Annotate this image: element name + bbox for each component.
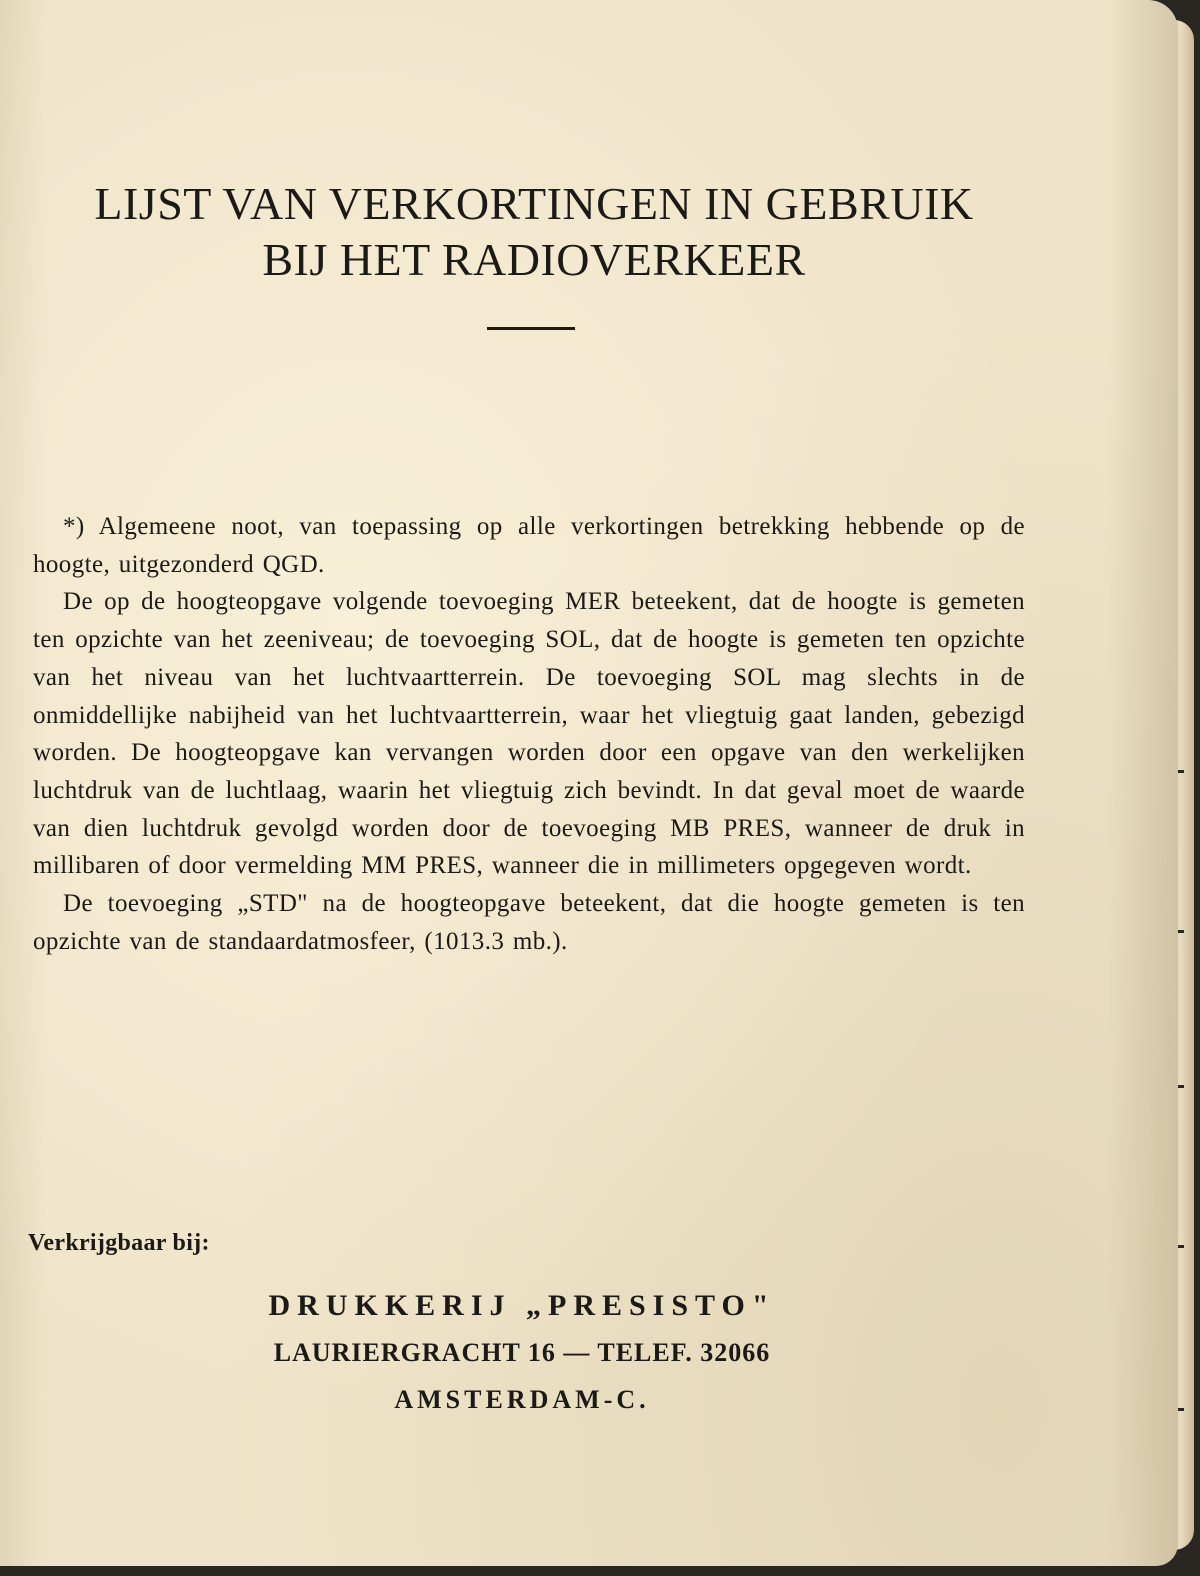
publisher-city: AMSTERDAM-C. bbox=[394, 1385, 650, 1414]
title-divider bbox=[487, 327, 575, 330]
note-paragraph: De op de hoogteopgave volgende toevoeging MER beteekent, dat de hoogte is gemeten ten opzichte van het zeeniveau; de toevoeging SOL, dat de hoogte is gemeten ten opzichte van het niveau van het luchtvaartterrein. De toevoeging SOL mag slechts in de onmiddellijke nabijheid van het luchtvaartterrein, waar het vliegtuig gaat landen, gebezigd worden. De hoogteopgave kan vervangen worden door een opgave van den werkelijken luchtdruk van de luchtlaag, waarin het vliegtuig zich bevindt. In dat geval moet de waarde van dien luchtdruk gevolgd worden door de toevoeging MB PRES, wanneer de druk in millibaren of door vermelding MM PRES, wanneer die in millimeters opgegeven wordt. bbox=[33, 588, 1025, 880]
publisher-name: DRUKKERIJ „PRESISTO" bbox=[268, 1289, 776, 1322]
publisher-address: LAURIERGRACHT 16 — TELEF. 32066 bbox=[273, 1338, 771, 1367]
title-line-1: LIJST VAN VERKORTINGEN IN GEBRUIK bbox=[94, 178, 974, 229]
title-line-2: BIJ HET RADIOVERKEER bbox=[262, 234, 806, 285]
note-paragraph: *) Algemeene noot, van toepassing op alle verkortingen betrekking hebbende op de hoogte, uitgezonderd QGD. bbox=[33, 513, 1025, 578]
publisher-block bbox=[0, 1282, 1044, 1424]
page-title bbox=[0, 176, 1068, 288]
general-note bbox=[33, 508, 1025, 960]
note-paragraph: De toevoeging „STD" na de hoogteopgave beteekent, dat die hoogte gemeten is ten opzichte van de standaardatmosfeer, (1013.3 mb.). bbox=[33, 890, 1025, 955]
availability-label: Verkrijgbaar bij: bbox=[28, 1230, 210, 1256]
